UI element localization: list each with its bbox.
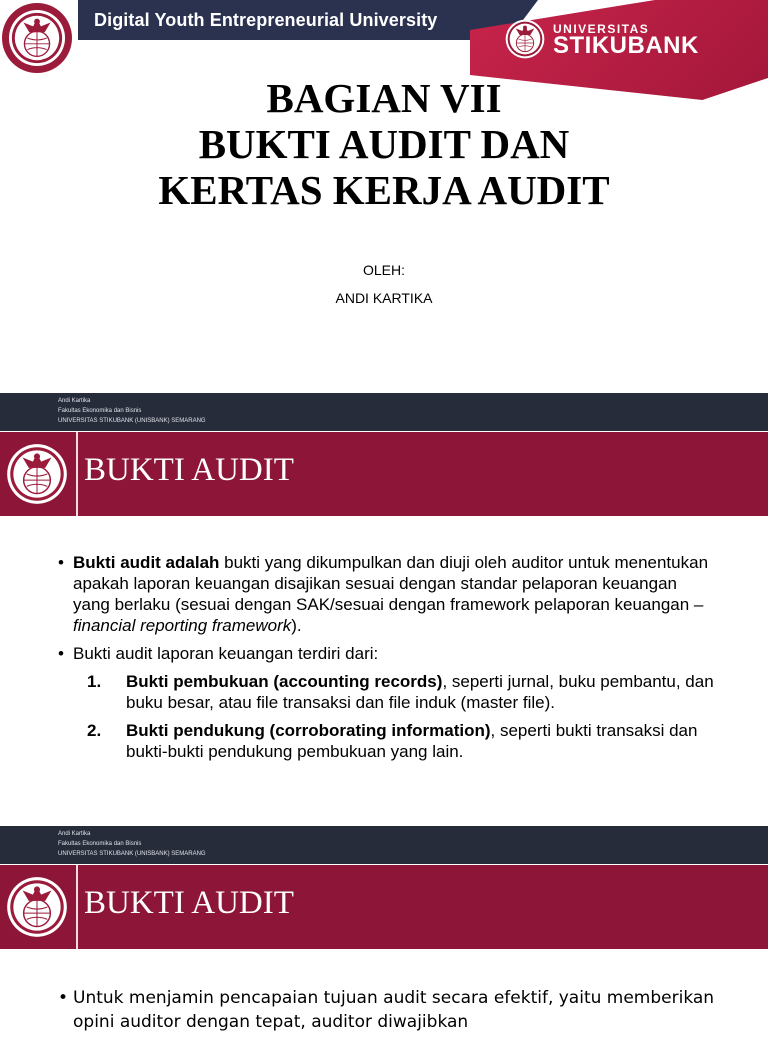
bullet-text: bukti yang dikumpulkan dan diuji oleh auditor untuk menentukan apakah laporan keuangan disajikan sesuai dengan standar pelaporan keuangan yang berlaku (sesuai dengan SAK/sesuai dengan framework pelaporan keuangan – [73, 553, 709, 614]
title-slide [0, 0, 768, 393]
footer-bar [0, 393, 768, 431]
slide-content [58, 986, 718, 1041]
slide-title [0, 75, 768, 213]
bullet-dot: • [58, 644, 64, 663]
header-divider [76, 865, 78, 949]
bullet-bold: Bukti audit adalah [73, 553, 220, 572]
bullet-dot: • [58, 553, 64, 572]
footer-bar [0, 826, 768, 864]
item-number: 1. [87, 672, 102, 691]
footer-university: UNIVERSITAS STIKUBANK (UNISBANK) SEMARANG [58, 851, 206, 857]
header-divider [76, 432, 78, 516]
item-text: , seperti jurnal, buku pembantu, dan buku besar, atau file transaksi dan file induk (master file). [126, 672, 714, 712]
brand-crest-icon [505, 19, 545, 59]
bullet-item [58, 986, 718, 1034]
footer-university: UNIVERSITAS STIKUBANK (UNISBANK) SEMARANG [58, 418, 206, 424]
brand-prefix: UNIVERSITAS [553, 22, 650, 36]
banner-title: Digital Youth Entrepreneurial University [94, 10, 438, 30]
item-number: 2. [87, 721, 102, 740]
crest-icon [8, 9, 66, 67]
bullet-text: Bukti audit laporan keuangan terdiri dari: [73, 644, 379, 663]
crest-icon [6, 438, 68, 510]
title-line-1: BAGIAN VII [266, 75, 502, 121]
bullet-dot: • [58, 988, 69, 1008]
bullet-item [58, 552, 718, 636]
title-line-2: BUKTI AUDIT DAN [198, 121, 570, 167]
footer-faculty: Fakultas Ekonomika dan Bisnis [58, 841, 142, 847]
bullet-italic: financial reporting framework [73, 616, 292, 635]
bullet-text: Untuk menjamin pencapaian tujuan audit secara efektif, yaitu memberikan opini auditor dengan tepat, auditor diwajibkan [73, 988, 715, 1032]
footer-author: Andi Kartika [58, 831, 91, 837]
slide-header [0, 432, 768, 516]
footer-author: Andi Kartika [58, 398, 91, 404]
slide-content [58, 552, 718, 769]
slide-heading: BUKTI AUDIT [84, 452, 294, 488]
numbered-item [58, 671, 718, 713]
oleh-label: OLEH: [362, 262, 405, 278]
footer-faculty: Fakultas Ekonomika dan Bisnis [58, 408, 142, 414]
author-name: ANDI KARTIKA [335, 290, 433, 306]
item-bold: Bukti pembukuan (accounting records) [126, 672, 443, 691]
item-text: , seperti bukti transaksi dan bukti-bukti pendukung pembukuan yang lain. [126, 721, 698, 761]
slide-heading: BUKTI AUDIT [84, 885, 294, 921]
item-bold: Bukti pendukung (corroborating information) [126, 721, 491, 740]
title-line-3: KERTAS KERJA AUDIT [158, 167, 610, 213]
brand-name: STIKUBANK [553, 32, 699, 59]
university-logo-left [2, 3, 72, 73]
slide-header [0, 865, 768, 949]
crest-icon [6, 871, 68, 943]
bullet-end: ). [291, 616, 302, 635]
numbered-item [58, 720, 718, 762]
bullet-item [58, 643, 718, 664]
